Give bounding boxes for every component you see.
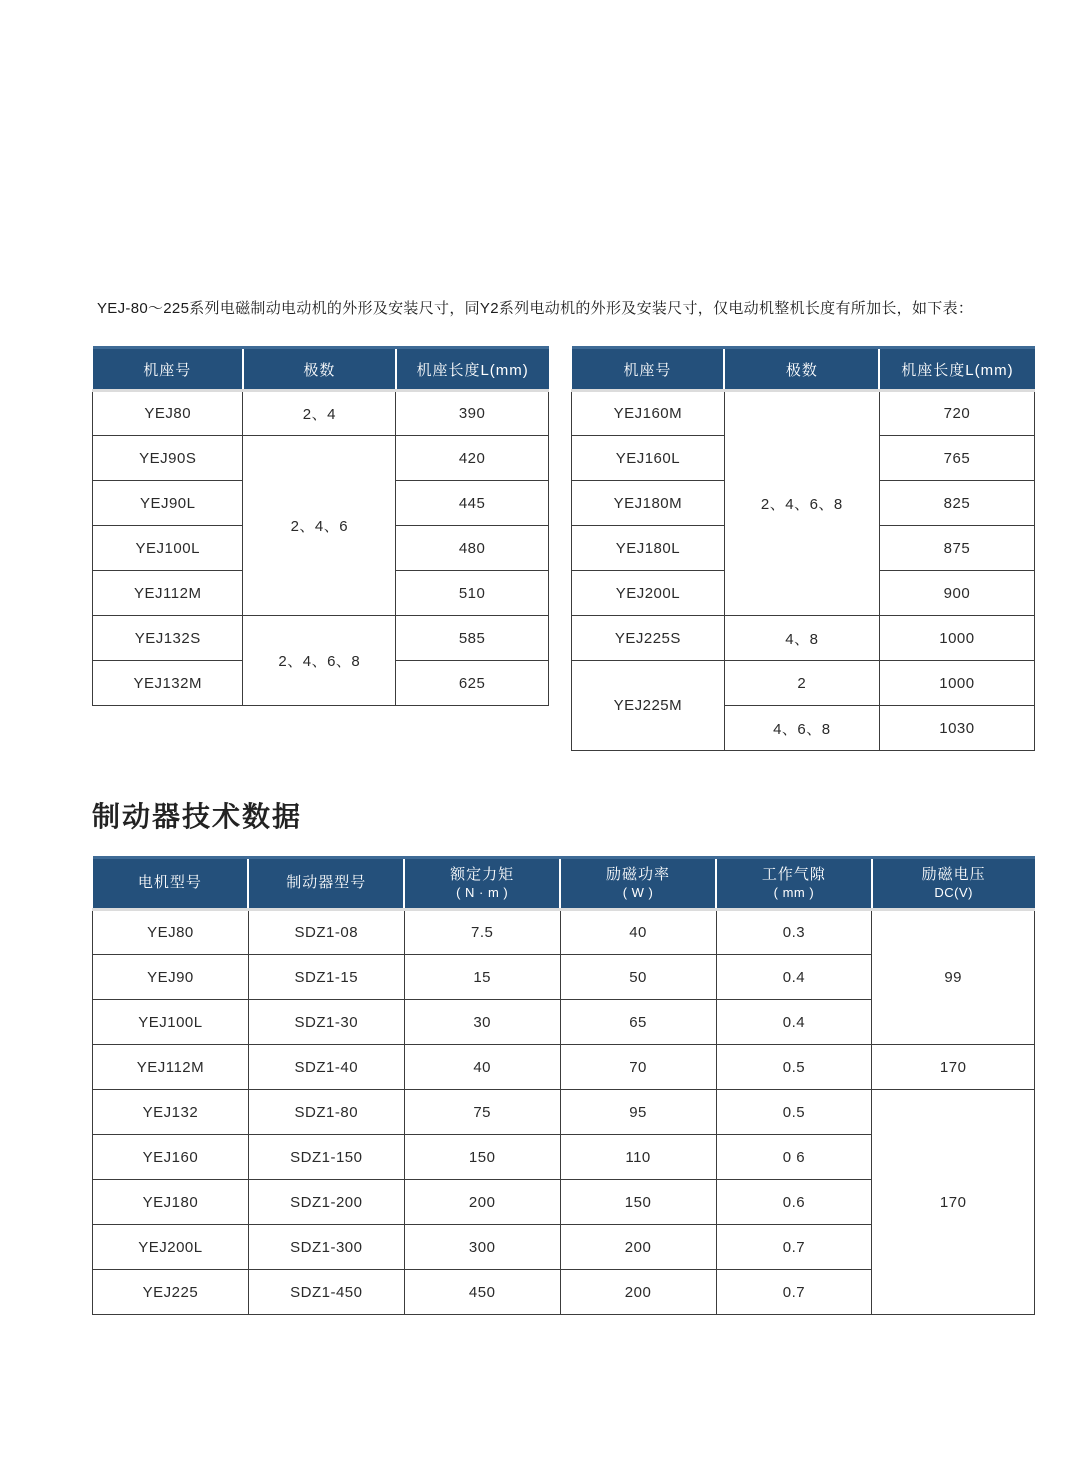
brake-model-cell: SDZ1-150 — [248, 1135, 404, 1180]
poles-cell: 2、4、6、8 — [243, 616, 396, 706]
frame-cell: YEJ90L — [93, 481, 243, 526]
frame-cell: YEJ112M — [93, 571, 243, 616]
dimension-table-left-body — [93, 391, 549, 706]
power-cell: 50 — [560, 955, 716, 1000]
header-row — [572, 348, 1035, 391]
air-gap-cell: 0.6 — [716, 1180, 872, 1225]
frame-cell: YEJ160L — [572, 436, 725, 481]
motor-model-cell: YEJ112M — [93, 1045, 249, 1090]
power-cell: 150 — [560, 1180, 716, 1225]
table-row — [572, 391, 1035, 436]
frame-cell: YEJ160M — [572, 391, 725, 436]
length-cell: 1000 — [879, 661, 1034, 706]
table-row — [572, 616, 1035, 661]
header-brake-model — [248, 858, 404, 910]
frame-cell: YEJ225S — [572, 616, 725, 661]
air-gap-cell: 0.5 — [716, 1090, 872, 1135]
dimension-table-left-header — [93, 348, 549, 391]
frame-cell: YEJ200L — [572, 571, 725, 616]
torque-cell: 150 — [404, 1135, 560, 1180]
frame-cell: YEJ80 — [93, 391, 243, 436]
table-row — [93, 391, 549, 436]
dimension-table-left — [92, 346, 549, 706]
motor-model-cell: YEJ225 — [93, 1270, 249, 1315]
length-cell: 720 — [879, 391, 1034, 436]
frame-cell: YEJ180M — [572, 481, 725, 526]
header-main-label: 电机型号 — [137, 874, 202, 892]
header-unit-label: ( mm ) — [773, 884, 815, 900]
header-main-label: 励磁电压 — [921, 866, 986, 883]
section-title-brake-data: 制动器技术数据 — [92, 801, 303, 832]
motor-model-cell: YEJ132 — [93, 1090, 249, 1135]
header-excitation-power — [560, 858, 716, 910]
power-cell: 65 — [560, 1000, 716, 1045]
torque-cell: 15 — [404, 955, 560, 1000]
header-main-label: 励磁功率 — [606, 866, 671, 883]
motor-model-cell: YEJ200L — [93, 1225, 249, 1270]
poles-cell: 4、8 — [724, 616, 879, 661]
length-cell: 825 — [879, 481, 1034, 526]
length-cell: 1000 — [879, 616, 1034, 661]
header-working-air-gap — [716, 858, 872, 910]
torque-cell: 40 — [404, 1045, 560, 1090]
header-pole-count: 极数 — [243, 348, 396, 391]
header-unit-label: DC(V) — [934, 884, 973, 900]
table-row — [93, 1045, 1035, 1090]
poles-cell: 2 — [724, 661, 879, 706]
voltage-cell: 170 — [872, 1090, 1035, 1315]
motor-model-cell: YEJ160 — [93, 1135, 249, 1180]
length-cell: 390 — [396, 391, 549, 436]
torque-cell: 200 — [404, 1180, 560, 1225]
header-unit-label: ( W ) — [622, 884, 654, 900]
torque-cell: 7.5 — [404, 910, 560, 955]
dimension-table-right — [571, 346, 1035, 751]
header-excitation-voltage — [872, 858, 1035, 910]
motor-model-cell: YEJ90 — [93, 955, 249, 1000]
table-row — [93, 910, 1035, 955]
motor-model-cell: YEJ100L — [93, 1000, 249, 1045]
length-cell: 875 — [879, 526, 1034, 571]
length-cell: 625 — [396, 661, 549, 706]
frame-cell: YEJ225M — [572, 661, 725, 751]
air-gap-cell: 0 6 — [716, 1135, 872, 1180]
length-cell: 1030 — [879, 706, 1034, 751]
air-gap-cell: 0.5 — [716, 1045, 872, 1090]
header-pole-count: 极数 — [724, 348, 879, 391]
air-gap-cell: 0.7 — [716, 1270, 872, 1315]
brake-model-cell: SDZ1-30 — [248, 1000, 404, 1045]
air-gap-cell: 0.3 — [716, 910, 872, 955]
length-cell: 585 — [396, 616, 549, 661]
power-cell: 70 — [560, 1045, 716, 1090]
voltage-cell: 170 — [872, 1045, 1035, 1090]
length-cell: 765 — [879, 436, 1034, 481]
power-cell: 200 — [560, 1225, 716, 1270]
brake-table-header — [93, 858, 1035, 910]
dimension-table-right-header — [572, 348, 1035, 391]
table-row — [93, 436, 549, 481]
header-row — [93, 348, 549, 391]
intro-text: YEJ-80～225系列电磁制动电动机的外形及安装尺寸，同Y2系列电动机的外形及安装尺寸，仅电动机整机长度有所加长，如下表： — [97, 300, 974, 317]
table-row — [572, 661, 1035, 706]
power-cell: 40 — [560, 910, 716, 955]
dimension-table-right-body — [572, 391, 1035, 751]
header-main-label: 工作气隙 — [761, 866, 826, 883]
frame-cell: YEJ90S — [93, 436, 243, 481]
brake-model-cell: SDZ1-200 — [248, 1180, 404, 1225]
brake-model-cell: SDZ1-80 — [248, 1090, 404, 1135]
length-cell: 510 — [396, 571, 549, 616]
brake-model-cell: SDZ1-08 — [248, 910, 404, 955]
voltage-cell: 99 — [872, 910, 1035, 1045]
length-cell: 480 — [396, 526, 549, 571]
frame-cell: YEJ132S — [93, 616, 243, 661]
poles-cell: 2、4、6、8 — [724, 391, 879, 616]
brake-data-table — [92, 856, 1035, 1315]
torque-cell: 300 — [404, 1225, 560, 1270]
length-cell: 445 — [396, 481, 549, 526]
power-cell: 95 — [560, 1090, 716, 1135]
header-row — [93, 858, 1035, 910]
power-cell: 110 — [560, 1135, 716, 1180]
length-cell: 900 — [879, 571, 1034, 616]
motor-model-cell: YEJ180 — [93, 1180, 249, 1225]
brake-model-cell: SDZ1-450 — [248, 1270, 404, 1315]
brake-model-cell: SDZ1-40 — [248, 1045, 404, 1090]
frame-cell: YEJ100L — [93, 526, 243, 571]
torque-cell: 450 — [404, 1270, 560, 1315]
poles-cell: 4、6、8 — [724, 706, 879, 751]
brake-table-body — [93, 910, 1035, 1315]
motor-model-cell: YEJ80 — [93, 910, 249, 955]
header-motor-model — [93, 858, 249, 910]
header-main-label: 制动器型号 — [286, 874, 367, 892]
header-main-label: 额定力矩 — [450, 866, 515, 883]
poles-cell: 2、4、6 — [243, 436, 396, 616]
torque-cell: 75 — [404, 1090, 560, 1135]
brake-model-cell: SDZ1-300 — [248, 1225, 404, 1270]
header-unit-label: ( N · m ) — [456, 884, 509, 900]
table-row — [93, 1090, 1035, 1135]
header-frame-number: 机座号 — [572, 348, 725, 391]
header-rated-torque — [404, 858, 560, 910]
brake-model-cell: SDZ1-15 — [248, 955, 404, 1000]
air-gap-cell: 0.4 — [716, 955, 872, 1000]
header-frame-number: 机座号 — [93, 348, 243, 391]
header-frame-length: 机座长度L(mm) — [879, 348, 1034, 391]
torque-cell: 30 — [404, 1000, 560, 1045]
dimension-tables-row — [92, 346, 1035, 751]
frame-cell: YEJ180L — [572, 526, 725, 571]
table-row — [93, 616, 549, 661]
air-gap-cell: 0.7 — [716, 1225, 872, 1270]
power-cell: 200 — [560, 1270, 716, 1315]
poles-cell: 2、4 — [243, 391, 396, 436]
length-cell: 420 — [396, 436, 549, 481]
header-frame-length: 机座长度L(mm) — [396, 348, 549, 391]
air-gap-cell: 0.4 — [716, 1000, 872, 1045]
frame-cell: YEJ132M — [93, 661, 243, 706]
